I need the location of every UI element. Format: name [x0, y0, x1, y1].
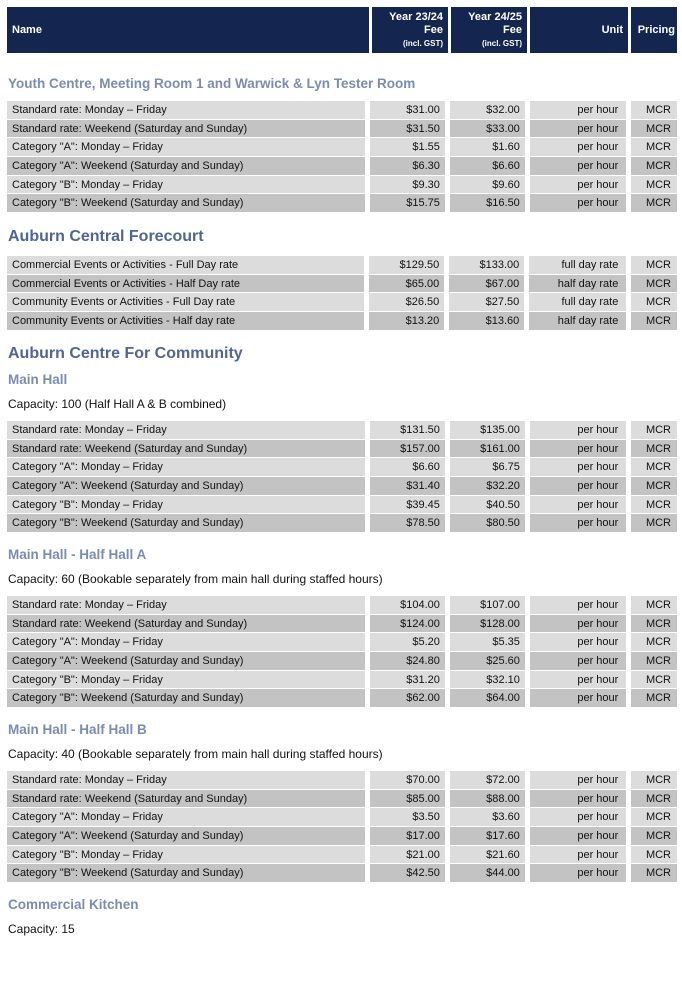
row-unit-cell: per hour	[530, 689, 626, 708]
row-unit-cell: per hour	[530, 514, 626, 533]
row-unit-cell: per hour	[530, 846, 627, 865]
capacity-main-hall: Capacity: 100 (Half Hall A & B combined)	[8, 397, 227, 411]
row-name-cell: Category "B": Monday – Friday	[7, 496, 365, 515]
row-unit-cell: per hour	[530, 864, 627, 883]
row-unit-cell: per hour	[530, 827, 627, 846]
header-year1-line3: (incl. GST)	[403, 38, 443, 48]
capacity-kitchen: Capacity: 15	[8, 922, 75, 936]
row-fee-2425-cell: $32.10	[450, 671, 525, 690]
row-unit-cell: per hour	[530, 615, 626, 634]
row-fee-2425-cell: $135.00	[450, 421, 525, 440]
fees-table-half-hall-a	[2, 596, 682, 708]
row-fee-2425-cell: $80.50	[450, 514, 525, 533]
row-pricing-cell: MCR	[631, 652, 677, 671]
row-unit-cell: per hour	[530, 652, 626, 671]
row-fee-2324-cell: $21.00	[370, 846, 445, 865]
row-fee-2425-cell: $33.00	[450, 120, 525, 139]
row-name-cell: Standard rate: Weekend (Saturday and Sunday)	[7, 615, 365, 634]
row-name-cell: Standard rate: Weekend (Saturday and Sunday)	[7, 440, 365, 459]
row-pricing-cell: MCR	[631, 633, 677, 652]
row-name-cell: Category "B": Weekend (Saturday and Sunday)	[7, 514, 365, 533]
row-pricing-cell: MCR	[631, 671, 677, 690]
row-fee-2324-cell: $5.20	[370, 633, 445, 652]
table-row	[7, 421, 677, 440]
table-row	[7, 827, 677, 846]
row-name-cell: Standard rate: Monday – Friday	[7, 101, 365, 120]
row-unit-cell: per hour	[530, 176, 627, 195]
row-fee-2425-cell: $133.00	[449, 256, 524, 275]
row-name-cell: Category "B": Weekend (Saturday and Sunday)	[7, 689, 365, 708]
section-title-half-hall-a: Main Hall - Half Hall A	[8, 547, 147, 562]
row-fee-2425-cell: $3.60	[450, 808, 525, 827]
fees-table-main-hall	[2, 421, 682, 533]
row-name-cell: Community Events or Activities - Full Day rate	[7, 293, 364, 312]
row-fee-2425-cell: $25.60	[450, 652, 525, 671]
header-year1-line1: Year 23/24	[389, 10, 443, 23]
table-row	[7, 176, 677, 195]
header-year1	[372, 7, 448, 53]
row-fee-2324-cell: $129.50	[369, 256, 444, 275]
row-unit-cell: half day rate	[529, 312, 626, 331]
row-fee-2324-cell: $26.50	[369, 293, 444, 312]
table-row	[7, 496, 677, 515]
row-fee-2425-cell: $40.50	[450, 496, 525, 515]
row-fee-2324-cell: $6.30	[370, 157, 445, 176]
row-fee-2425-cell: $6.75	[450, 458, 525, 477]
row-fee-2324-cell: $42.50	[370, 864, 445, 883]
capacity-half-hall-a: Capacity: 60 (Bookable separately from main hall during staffed hours)	[8, 572, 383, 586]
row-unit-cell: per hour	[530, 596, 626, 615]
section-title-kitchen: Commercial Kitchen	[8, 897, 139, 912]
row-fee-2324-cell: $31.40	[370, 477, 445, 496]
row-fee-2324-cell: $78.50	[370, 514, 445, 533]
fees-table-forecourt	[2, 256, 682, 331]
header-year1-line2: Fee	[424, 23, 443, 36]
table-row	[7, 194, 677, 213]
row-name-cell: Category "B": Weekend (Saturday and Sunday)	[7, 864, 365, 883]
row-fee-2324-cell: $9.30	[370, 176, 445, 195]
row-pricing-cell: MCR	[631, 790, 677, 809]
row-pricing-cell: MCR	[631, 596, 677, 615]
row-unit-cell: per hour	[530, 157, 627, 176]
row-pricing-cell: MCR	[631, 293, 677, 312]
row-fee-2324-cell: $13.20	[369, 312, 444, 331]
row-name-cell: Category "B": Monday – Friday	[7, 176, 365, 195]
header-name	[7, 7, 369, 53]
row-pricing-cell: MCR	[631, 496, 677, 515]
section-title-youth: Youth Centre, Meeting Room 1 and Warwick & Lyn Tester Room	[8, 76, 416, 91]
row-fee-2324-cell: $31.00	[370, 101, 445, 120]
row-pricing-cell: MCR	[631, 689, 677, 708]
row-pricing-cell: MCR	[631, 615, 677, 634]
row-fee-2425-cell: $6.60	[450, 157, 525, 176]
table-row	[7, 671, 677, 690]
row-name-cell: Commercial Events or Activities - Half Day rate	[7, 275, 364, 294]
row-name-cell: Category "A": Weekend (Saturday and Sunday)	[7, 477, 365, 496]
table-row	[7, 101, 677, 120]
table-row	[7, 615, 677, 634]
row-unit-cell: per hour	[530, 808, 627, 827]
row-fee-2324-cell: $62.00	[370, 689, 445, 708]
row-pricing-cell: MCR	[631, 176, 677, 195]
row-unit-cell: per hour	[530, 194, 627, 213]
row-unit-cell: per hour	[530, 458, 626, 477]
row-name-cell: Standard rate: Monday – Friday	[7, 596, 365, 615]
row-fee-2324-cell: $1.55	[370, 138, 445, 157]
row-name-cell: Standard rate: Weekend (Saturday and Sunday)	[7, 790, 365, 809]
fees-table-youth	[2, 101, 682, 213]
row-fee-2324-cell: $31.20	[370, 671, 445, 690]
row-fee-2425-cell: $5.35	[450, 633, 525, 652]
row-fee-2324-cell: $3.50	[370, 808, 445, 827]
header-pricing	[631, 7, 677, 53]
row-unit-cell: per hour	[530, 671, 626, 690]
row-pricing-cell: MCR	[631, 864, 677, 883]
row-name-cell: Category "B": Monday – Friday	[7, 846, 365, 865]
table-row	[7, 771, 677, 790]
row-name-cell: Standard rate: Monday – Friday	[7, 421, 365, 440]
row-unit-cell: per hour	[530, 421, 626, 440]
row-fee-2324-cell: $24.80	[370, 652, 445, 671]
row-pricing-cell: MCR	[631, 458, 677, 477]
row-pricing-cell: MCR	[631, 157, 677, 176]
fees-table-half-hall-b	[2, 771, 682, 883]
row-pricing-cell: MCR	[631, 312, 677, 331]
row-fee-2425-cell: $88.00	[450, 790, 525, 809]
row-unit-cell: per hour	[530, 101, 627, 120]
header-year2-line1: Year 24/25	[468, 10, 522, 23]
row-pricing-cell: MCR	[631, 440, 677, 459]
table-row	[7, 138, 677, 157]
table-row	[7, 120, 677, 139]
section-title-main-hall: Main Hall	[8, 372, 68, 387]
row-fee-2425-cell: $161.00	[450, 440, 525, 459]
row-fee-2324-cell: $15.75	[370, 194, 445, 213]
row-name-cell: Standard rate: Monday – Friday	[7, 771, 365, 790]
row-fee-2425-cell: $9.60	[450, 176, 525, 195]
row-unit-cell: per hour	[530, 790, 627, 809]
header-unit	[530, 7, 628, 53]
row-fee-2324-cell: $31.50	[370, 120, 445, 139]
row-name-cell: Category "A": Weekend (Saturday and Sunday)	[7, 827, 365, 846]
table-row	[7, 790, 677, 809]
row-name-cell: Standard rate: Weekend (Saturday and Sunday)	[7, 120, 365, 139]
row-fee-2324-cell: $124.00	[370, 615, 445, 634]
row-name-cell: Category "A": Monday – Friday	[7, 138, 365, 157]
row-pricing-cell: MCR	[631, 138, 677, 157]
section-title-half-hall-b: Main Hall - Half Hall B	[8, 722, 147, 737]
row-fee-2425-cell: $44.00	[450, 864, 525, 883]
row-unit-cell: per hour	[530, 771, 627, 790]
section-title-community: Auburn Centre For Community	[8, 345, 243, 362]
header-name-label: Name	[12, 24, 42, 36]
row-pricing-cell: MCR	[631, 514, 677, 533]
row-fee-2425-cell: $27.50	[449, 293, 524, 312]
row-unit-cell: per hour	[530, 477, 626, 496]
row-pricing-cell: MCR	[631, 846, 677, 865]
row-fee-2425-cell: $128.00	[450, 615, 525, 634]
row-name-cell: Category "A": Weekend (Saturday and Sunday)	[7, 652, 365, 671]
row-fee-2324-cell: $157.00	[370, 440, 445, 459]
row-pricing-cell: MCR	[631, 256, 677, 275]
row-fee-2425-cell: $13.60	[449, 312, 524, 331]
row-name-cell: Category "B": Weekend (Saturday and Sunday)	[7, 194, 365, 213]
table-row	[7, 864, 677, 883]
row-fee-2324-cell: $70.00	[370, 771, 445, 790]
row-unit-cell: half day rate	[529, 275, 626, 294]
row-fee-2324-cell: $39.45	[370, 496, 445, 515]
row-fee-2425-cell: $107.00	[450, 596, 525, 615]
table-row	[7, 633, 677, 652]
row-fee-2425-cell: $32.20	[450, 477, 525, 496]
capacity-half-hall-b: Capacity: 40 (Bookable separately from main hall during staffed hours)	[8, 747, 383, 761]
row-fee-2425-cell: $64.00	[450, 689, 525, 708]
row-fee-2324-cell: $6.60	[370, 458, 445, 477]
row-fee-2425-cell: $21.60	[450, 846, 525, 865]
row-name-cell: Category "A": Monday – Friday	[7, 808, 365, 827]
row-name-cell: Category "A": Weekend (Saturday and Sunday)	[7, 157, 365, 176]
header-pricing-label: Pricing	[637, 24, 675, 36]
row-fee-2324-cell: $85.00	[370, 790, 445, 809]
row-pricing-cell: MCR	[631, 120, 677, 139]
table-row	[7, 293, 677, 312]
row-name-cell: Category "A": Monday – Friday	[7, 633, 365, 652]
row-fee-2425-cell: $1.60	[450, 138, 525, 157]
row-unit-cell: per hour	[530, 120, 627, 139]
table-header	[7, 7, 677, 53]
row-unit-cell: full day rate	[529, 293, 626, 312]
row-pricing-cell: MCR	[631, 808, 677, 827]
table-row	[7, 596, 677, 615]
row-fee-2324-cell: $104.00	[370, 596, 445, 615]
row-unit-cell: per hour	[530, 440, 626, 459]
row-fee-2425-cell: $16.50	[450, 194, 525, 213]
table-row	[7, 846, 677, 865]
row-fee-2324-cell: $131.50	[370, 421, 445, 440]
table-row	[7, 477, 677, 496]
row-fee-2324-cell: $17.00	[370, 827, 445, 846]
header-year2-line2: Fee	[503, 23, 522, 36]
row-pricing-cell: MCR	[631, 477, 677, 496]
table-row	[7, 808, 677, 827]
table-row	[7, 312, 677, 331]
table-row	[7, 514, 677, 533]
row-fee-2425-cell: $72.00	[450, 771, 525, 790]
row-fee-2425-cell: $32.00	[450, 101, 525, 120]
row-pricing-cell: MCR	[631, 101, 677, 120]
row-pricing-cell: MCR	[631, 194, 677, 213]
row-pricing-cell: MCR	[631, 771, 677, 790]
table-row	[7, 652, 677, 671]
row-unit-cell: full day rate	[529, 256, 626, 275]
table-row	[7, 275, 677, 294]
table-row	[7, 458, 677, 477]
row-fee-2425-cell: $67.00	[449, 275, 524, 294]
header-year2	[451, 7, 527, 53]
table-row	[7, 689, 677, 708]
row-unit-cell: per hour	[530, 496, 626, 515]
table-row	[7, 256, 677, 275]
header-unit-label: Unit	[601, 24, 623, 36]
row-name-cell: Commercial Events or Activities - Full Day rate	[7, 256, 364, 275]
table-row	[7, 440, 677, 459]
row-unit-cell: per hour	[530, 138, 627, 157]
header-year2-line3: (incl. GST)	[482, 38, 522, 48]
row-pricing-cell: MCR	[631, 827, 677, 846]
row-unit-cell: per hour	[530, 633, 626, 652]
row-name-cell: Category "B": Monday – Friday	[7, 671, 365, 690]
row-pricing-cell: MCR	[631, 421, 677, 440]
table-row	[7, 157, 677, 176]
row-fee-2425-cell: $17.60	[450, 827, 525, 846]
row-fee-2324-cell: $65.00	[369, 275, 444, 294]
row-pricing-cell: MCR	[631, 275, 677, 294]
row-name-cell: Community Events or Activities - Half day rate	[7, 312, 364, 331]
row-name-cell: Category "A": Monday – Friday	[7, 458, 365, 477]
section-title-forecourt: Auburn Central Forecourt	[8, 228, 204, 245]
